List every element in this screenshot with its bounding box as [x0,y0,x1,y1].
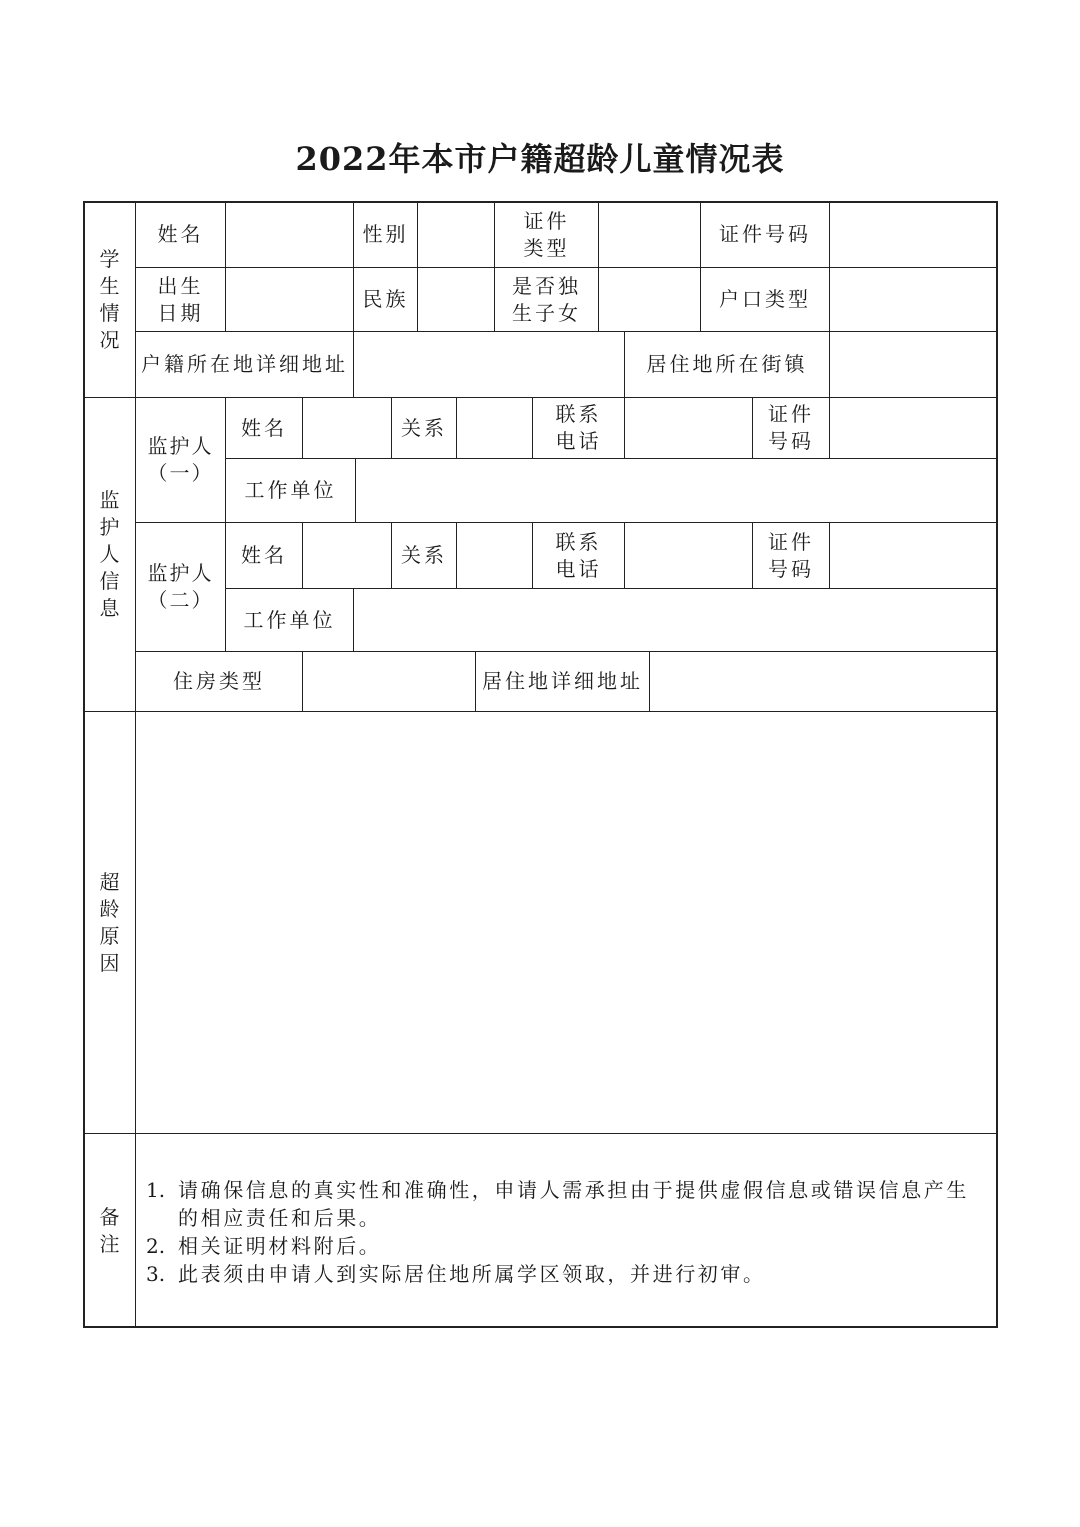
residence-address-field[interactable] [650,652,997,711]
guardian1-employer-label: 工作单位 [244,478,337,502]
guardian1-label: 监护人 （一） [147,434,214,485]
student-name-field[interactable] [226,202,353,267]
student-ethnicity-label: 民族 [362,287,409,311]
section-remarks-label: 备 注 [99,1204,120,1256]
note-number: 2. [146,1234,166,1258]
guardian2-name-label: 姓名 [241,543,287,567]
student-gender-label: 性别 [362,222,409,246]
note-number: 3. [146,1262,166,1286]
section-guardian-label: 监 护 人 信 息 [99,488,120,620]
note-text: 请确保信息的真实性和准确性，申请人需承担由于提供虚假信息或错误信息产生的相应责任和后果。 [178,1178,969,1230]
student-id-number-field[interactable] [830,202,997,267]
note-number: 1. [146,1178,166,1202]
housing-type-label: 住房类型 [173,669,265,693]
housing-type-field[interactable] [303,652,475,711]
note-text: 此表须由申请人到实际居住地所属学区领取，并进行初审。 [178,1262,766,1286]
guardian1-name-label: 姓名 [241,415,287,440]
student-only-child-label: 是否独 生子女 [512,273,581,325]
note-item [146,1232,988,1260]
student-gender-field[interactable] [418,202,494,267]
note-item [146,1260,988,1288]
student-birth-date-field[interactable] [226,268,353,331]
student-birth-date-label: 出生 日期 [157,273,204,325]
note-item [146,1176,988,1232]
guardian1-phone-field[interactable] [625,398,752,458]
student-name-label: 姓名 [157,222,204,246]
guardian2-phone-label: 联系 电话 [555,529,602,581]
guardian2-phone-field[interactable] [625,523,752,588]
guardian1-employer-field[interactable] [356,459,997,522]
guardian2-id-label: 证件 号码 [768,529,814,581]
guardian2-label: 监护人 （二） [147,561,214,612]
over-age-reason-field[interactable] [136,712,997,1133]
guardian1-phone-label: 联系 电话 [555,402,602,453]
guardian1-id-label: 证件 号码 [768,402,814,453]
residence-address-label: 居住地详细地址 [482,669,643,693]
student-ethnicity-field[interactable] [418,268,494,331]
hukou-address-label: 户籍所在地详细地址 [141,352,348,376]
student-id-number-label: 证件号码 [719,222,811,246]
form-title: 2022年本市户籍超龄儿童情况表 [295,140,785,178]
guardian2-relation-field[interactable] [457,523,532,588]
student-hukou-type-label: 户口类型 [719,287,811,311]
guardian2-id-field[interactable] [830,523,997,588]
note-text: 相关证明材料附后。 [178,1234,382,1258]
guardian2-relation-label: 关系 [401,543,447,567]
student-only-child-field[interactable] [599,268,700,331]
student-hukou-type-field[interactable] [830,268,997,331]
guardian1-id-field[interactable] [830,398,997,458]
guardian1-relation-field[interactable] [457,398,532,458]
section-reason-label: 超 龄 原 因 [99,869,120,975]
guardian2-employer-label: 工作单位 [243,607,336,632]
hukou-address-field[interactable] [354,332,624,397]
remarks-notes [146,1176,988,1288]
student-id-type-label: 证件 类型 [523,208,570,260]
guardian2-employer-field[interactable] [354,589,997,651]
residence-street-label: 居住地所在街镇 [646,352,808,376]
residence-street-field[interactable] [830,332,997,397]
student-id-type-field[interactable] [599,202,700,267]
guardian2-name-field[interactable] [303,523,391,588]
section-student-label: 学 生 情 况 [99,246,120,352]
guardian1-relation-label: 关系 [401,415,447,440]
guardian1-name-field[interactable] [303,398,391,458]
